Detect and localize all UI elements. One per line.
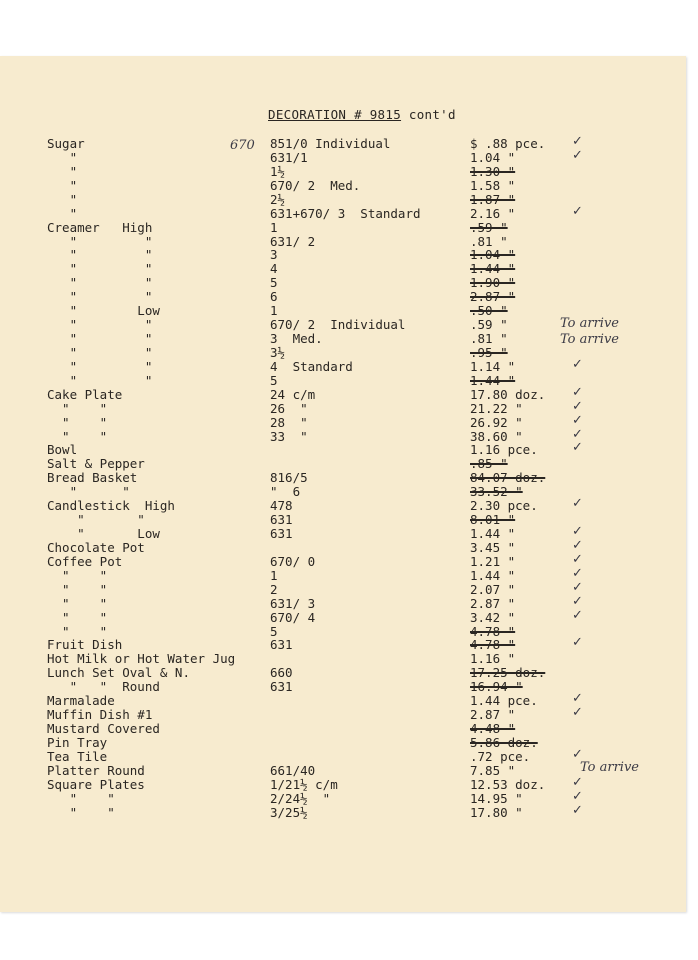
row-price: .50 " [470,303,508,318]
row-item-name: " " [47,582,108,597]
row-item-name: Bowl [47,442,78,457]
row-code: 4 [270,261,278,276]
row-item-name: " " [47,596,108,611]
check-mark-icon: ✓ [572,427,583,442]
row-price: 4.48 " [470,721,516,736]
row-code: 631 [270,512,293,527]
row-code: 2 [270,582,278,597]
row-code: 3 [270,247,278,262]
row-item-name: " " [47,401,108,416]
row-item-name: " Low [47,303,160,318]
page-title [268,107,456,122]
check-mark-icon: ✓ [572,134,583,149]
row-item-name: Marmalade [47,693,115,708]
row-code: 631 [270,637,293,652]
row-price: 12.53 doz. [470,777,546,792]
row-code: 24 c/m [270,387,316,402]
row-price: $ .88 pce. [470,136,546,151]
row-item-name: Cake Plate [47,387,123,402]
row-item-name: Platter Round [47,763,145,778]
row-price: 84.07 doz. [470,470,546,485]
row-price: 7.85 " [470,763,516,778]
row-item-name: Sugar [47,136,85,151]
row-item-name: " [47,164,78,179]
row-price: 3.45 " [470,540,516,555]
row-price: 1.04 " [470,150,516,165]
row-price: 1.16 pce. [470,442,538,457]
row-code: 670/ 2 Med. [270,178,361,193]
row-item-name: Salt & Pepper [47,456,145,471]
row-item-name: " [47,192,78,207]
row-item-name: Chocolate Pot [47,540,145,555]
row-price: .59 " [470,317,508,332]
row-price: 1.87 " [470,192,516,207]
row-price: 1.21 " [470,554,516,569]
row-item-name: Muffin Dish #1 [47,707,153,722]
row-code: 5 [270,275,278,290]
row-code: 661/40 [270,763,316,778]
row-price: 1.44 " [470,373,516,388]
check-mark-icon: ✓ [572,775,583,790]
row-price: 2.87 " [470,289,516,304]
row-code: 1 [270,568,278,583]
row-price: 14.95 " [470,791,523,806]
check-mark-icon: ✓ [572,204,583,219]
check-mark-icon: ✓ [572,594,583,609]
decoration-heading: DECORATION # 9815 [268,107,402,122]
row-code: 2/24½ " [270,791,331,806]
row-item-name: Square Plates [47,777,145,792]
check-mark-icon: ✓ [572,496,583,511]
row-code: 3/25½ [270,805,308,820]
row-item-name: " " [47,512,145,527]
row-item-name: Bread Basket [47,470,138,485]
row-item-name: Creamer High [47,220,153,235]
row-code: 1 [270,220,278,235]
check-mark-icon: ✓ [572,524,583,539]
row-code: 670/ 2 Individual [270,317,406,332]
row-item-name: " " [47,429,108,444]
check-mark-icon: ✓ [572,608,583,623]
row-price: 16.94 " [470,679,523,694]
row-code: 851/0 Individual [270,136,391,151]
row-item-name: " [47,206,78,221]
row-code: 1/21½ c/m [270,777,338,792]
row-item-name: Hot Milk or Hot Water Jug [47,651,236,666]
row-price: 21.22 " [470,401,523,416]
row-code: 816/5 [270,470,308,485]
row-price: 2.87 " [470,596,516,611]
row-code: 1½ [270,164,286,179]
row-price: 38.60 " [470,429,523,444]
row-price: 4.78 " [470,624,516,639]
row-item-name: " " [47,317,153,332]
row-price: 8.01 " [470,512,516,527]
row-price: 2.87 " [470,707,516,722]
row-item-name: " " [47,234,153,249]
row-item-name: " " [47,261,153,276]
row-item-name: " " [47,373,153,388]
row-price: 17.80 " [470,805,523,820]
row-code: 4 Standard [270,359,353,374]
check-mark-icon: ✓ [572,635,583,650]
row-item-name: " [47,178,78,193]
row-price: 5.86 doz. [470,735,538,750]
row-price: 2.16 " [470,206,516,221]
row-price: .72 pce. [470,749,531,764]
check-mark-icon: ✓ [572,691,583,706]
row-price: 17.25 doz. [470,665,546,680]
contd-label: cont'd [401,107,456,122]
row-item-name: Candlestick High [47,498,175,513]
row-price: .59 " [470,220,508,235]
check-mark-icon: ✓ [572,803,583,818]
row-code: 33 " [270,429,308,444]
row-item-name: Pin Tray [47,735,108,750]
row-code: 1 [270,303,278,318]
check-mark-icon: ✓ [572,385,583,400]
row-item-name: " " [47,289,153,304]
row-code: 631/1 [270,150,308,165]
row-item-name: " [47,150,78,165]
row-code: 631 [270,679,293,694]
row-item-name: Coffee Pot [47,554,123,569]
check-mark-icon: ✓ [572,399,583,414]
row-code: " 6 [270,484,301,499]
row-price: 1.44 " [470,261,516,276]
row-price: 3.42 " [470,610,516,625]
check-mark-icon: ✓ [572,580,583,595]
row-price: .85 " [470,456,508,471]
row-price: 4.78 " [470,637,516,652]
row-code: 5 [270,373,278,388]
handwritten-670: 670 [230,138,255,153]
check-mark-icon: ✓ [572,705,583,720]
check-mark-icon: ✓ [572,357,583,372]
check-mark-icon: ✓ [572,538,583,553]
row-code: 6 [270,289,278,304]
check-mark-icon: ✓ [572,148,583,163]
row-item-name: Fruit Dish [47,637,123,652]
row-item-name: " " [47,610,108,625]
row-item-name: " " [47,791,115,806]
row-price: 1.44 pce. [470,693,538,708]
row-price: 1.44 " [470,568,516,583]
row-item-name: " " [47,805,115,820]
handwritten-to-arrive-2: To arrive [560,332,619,347]
row-code: 631+670/ 3 Standard [270,206,421,221]
row-code: 28 " [270,415,308,430]
row-code: 660 [270,665,293,680]
row-price: 1.04 " [470,247,516,262]
row-code: 478 [270,498,293,513]
row-code: 631 [270,526,293,541]
row-code: 3 Med. [270,331,323,346]
row-price: 2.07 " [470,582,516,597]
check-mark-icon: ✓ [572,413,583,428]
row-price: 26.92 " [470,415,523,430]
handwritten-to-arrive-3: To arrive [580,760,639,775]
check-mark-icon: ✓ [572,566,583,581]
row-item-name: " " [47,275,153,290]
row-code: 2½ [270,192,286,207]
row-item-name: " " [47,345,153,360]
row-price: .95 " [470,345,508,360]
row-code: 5 [270,624,278,639]
handwritten-to-arrive-1: To arrive [560,316,619,331]
row-price: .81 " [470,234,508,249]
check-mark-icon: ✓ [572,747,583,762]
row-price: .81 " [470,331,508,346]
row-item-name: " " [47,359,153,374]
row-item-name: " " [47,568,108,583]
row-price: 1.58 " [470,178,516,193]
row-code: 3½ [270,345,286,360]
row-item-name: " " Round [47,679,160,694]
row-item-name: " Low [47,526,160,541]
row-code: 670/ 0 [270,554,316,569]
row-item-name: " " [47,484,130,499]
row-item-name: Tea Tile [47,749,108,764]
row-item-name: " " [47,247,153,262]
row-price: 1.90 " [470,275,516,290]
row-code: 631/ 2 [270,234,316,249]
row-item-name: Mustard Covered [47,721,160,736]
row-price: 1.30 " [470,164,516,179]
check-mark-icon: ✓ [572,552,583,567]
row-item-name: Lunch Set Oval & N. [47,665,190,680]
row-code: 26 " [270,401,308,416]
row-item-name: " " [47,415,108,430]
check-mark-icon: ✓ [572,440,583,455]
row-item-name: " " [47,331,153,346]
row-item-name: " " [47,624,108,639]
row-code: 670/ 4 [270,610,316,625]
row-price: 1.44 " [470,526,516,541]
row-price: 2.30 pce. [470,498,538,513]
row-price: 1.14 " [470,359,516,374]
row-code: 631/ 3 [270,596,316,611]
check-mark-icon: ✓ [572,789,583,804]
row-price: 17.80 doz. [470,387,546,402]
row-price: 33.52 " [470,484,523,499]
row-price: 1.16 " [470,651,516,666]
